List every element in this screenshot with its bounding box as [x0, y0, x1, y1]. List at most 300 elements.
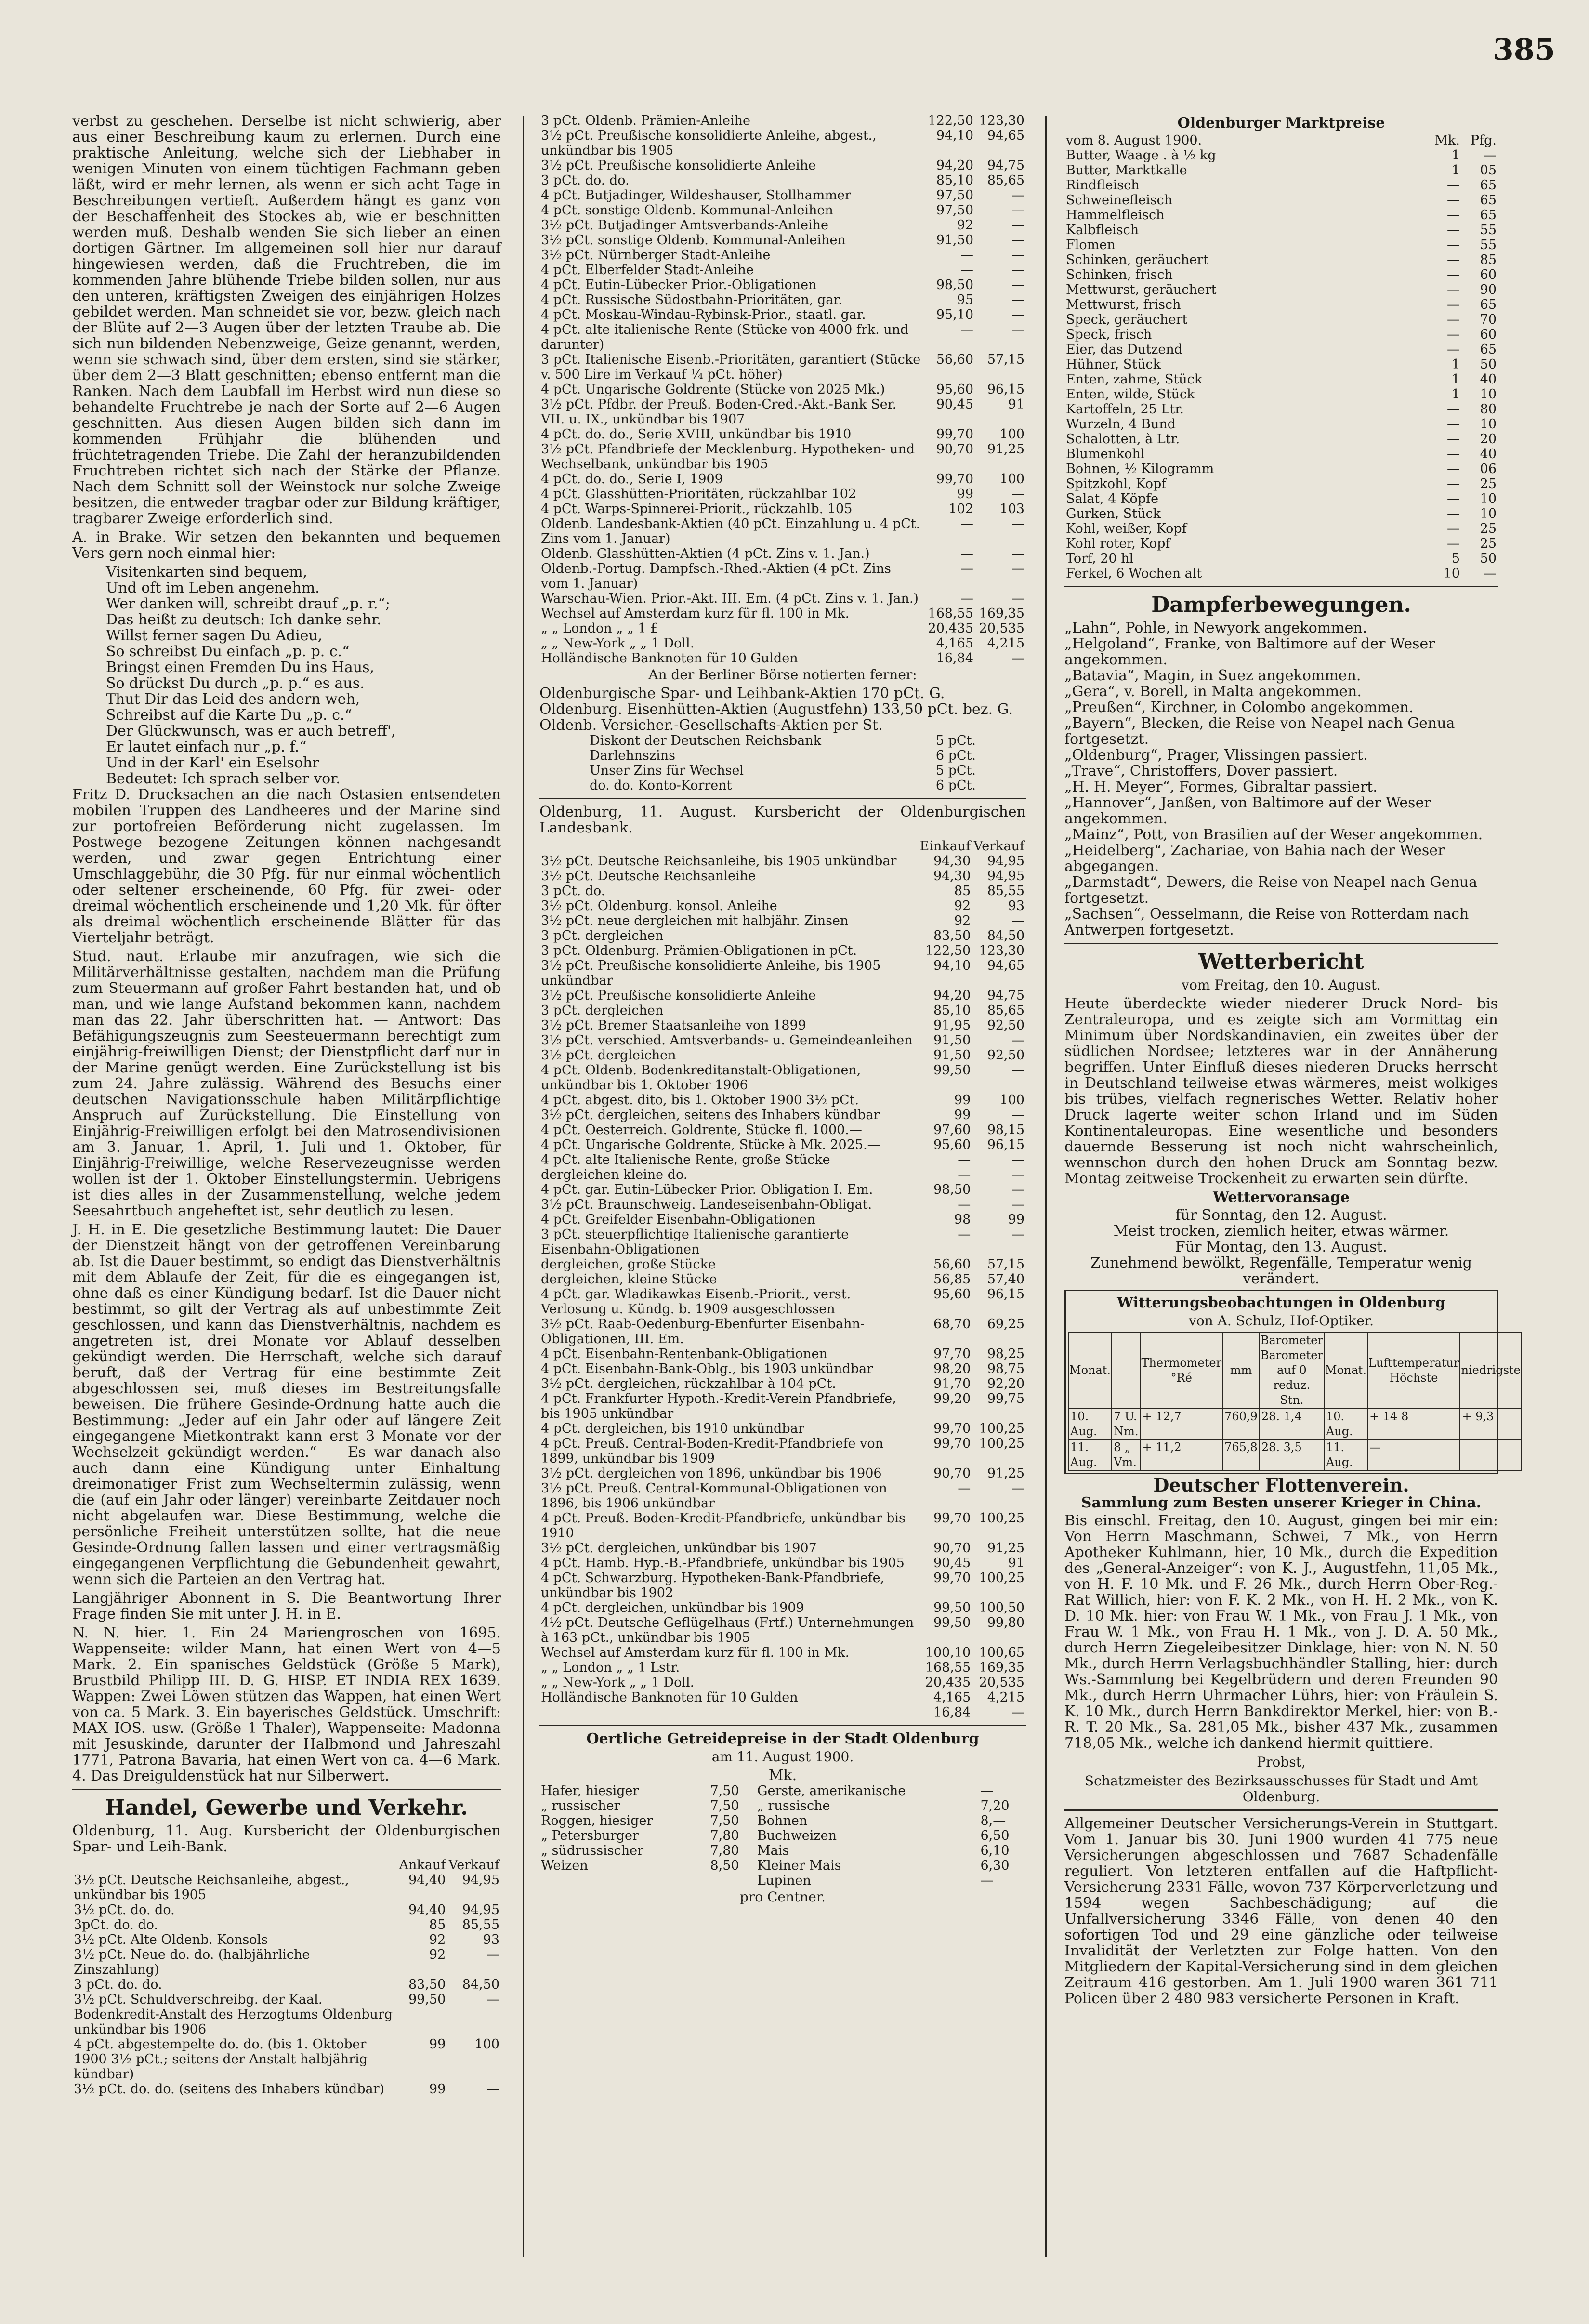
table-cell: 85 — [429, 1917, 446, 1932]
table-cell: — — [1011, 1108, 1024, 1122]
table-cell: 16,84 — [936, 651, 973, 666]
table-cell: Unser Zins für Wechsel — [590, 763, 744, 778]
table-row — [539, 203, 1026, 218]
table-cell: — — [1447, 267, 1460, 282]
forecast-line: Für Montag, den 13. August. — [1175, 1239, 1387, 1255]
table-cell: 169,35 — [979, 606, 1024, 621]
table-cell: 20,435 — [925, 1675, 971, 1690]
ship-line: „Batavia“, Magin, in Suez angekommen. — [1064, 667, 1361, 684]
table-cell: 05 — [1480, 163, 1497, 178]
table-cell: 65 — [1480, 208, 1497, 223]
table-cell: 3 pCt. do. do. — [541, 173, 630, 188]
table-cell — [539, 1705, 919, 1720]
table-cell: 5 pCt. — [935, 763, 976, 778]
rates-table — [539, 113, 1026, 666]
table-cell: do. do. Konto-Korrent — [590, 778, 732, 793]
table-cell: — — [1011, 263, 1024, 277]
column-header: Pfg. — [1470, 133, 1497, 148]
table-cell: — — [1484, 148, 1497, 163]
table-cell: 7,50 — [710, 1783, 739, 1798]
table-cell: — — [1011, 322, 1024, 337]
table-row — [539, 1227, 1026, 1257]
table-cell: 10 — [1480, 417, 1497, 432]
table-cell: 55 — [1480, 238, 1497, 252]
table-cell: 765,8 — [1222, 1439, 1260, 1470]
table-cell: — — [960, 546, 973, 561]
table-cell: — — [486, 1992, 499, 2007]
table-cell: 99 — [1008, 1212, 1024, 1227]
answer-paragraph: verbst zu geschehen. Derselbe ist nicht schwierig, aber aus einer Beschreibung kaum zu erlernen. Durch eine praktische Anleitung, welche sich der Liebhaber in wenigen Minuten von einem tüchtigen Fachmann geben läßt, wird er mehr lernen, als wenn er sich acht Tage in Beschreibungen vertieft. Außerdem hängt es ganz von der Beschaffenheit des Stockes ab, wie er beschnitten werden muß. Deshalb wenden Sie sich lieber an einen dortigen Gärtner. Im allgemeinen soll hier nur darauf hingewiesen werden, daß die Fruchtreben, die im kommenden Jahre blühende Triebe bilden sollen, nur aus den unteren, kräftigsten Zweigen des einjährigen Holzes gebildet werden. Man schneidet sie vor, bezw. gleich nach der Blüte auf 2—3 Augen über der letzten Traube ab. Die sich nun bildenden Nebenzweige, Geize genannt, werden, wenn sie schwach sind, über dem ersten, sind sie stärker, über dem 2—3 Blatt geschnitten; ebenso entfernt man die Ranken. Nach dem Laubfall im Herbst wird nun diese so behandelte Fruchtrebe je nach der Sorte auf 2—6 Augen geschnitten. Aus diesen Augen bilden sich dann im kommenden Frühjahr die blühenden und früchtetragenden Triebe. Die Zahl der heranzubildenden Fruchtreben richtet sich nach der Stärke der Pflanze. Nach dem Schnitt soll der Weinstock nur solche Zweige besitzen, die entweder tragbar oder zur Bildung kräftiger, tragbarer Zweige erforderlich sind. — [72, 113, 501, 527]
table-cell: 3½ pCt. Pfandbriefe der Mecklenburg. Hypotheken- und Wechselbank, unkündbar bis 1905 — [541, 442, 915, 472]
table-cell: — — [1447, 521, 1460, 536]
table-cell: 94,95 — [987, 869, 1024, 884]
table-cell: 85,55 — [987, 884, 1024, 898]
table-row — [539, 427, 1026, 442]
table-cell: dergleichen kleine do. — [541, 1167, 688, 1182]
table-row — [588, 748, 977, 763]
table-row — [539, 1122, 1026, 1137]
table-cell: 4 pCt. sonstige Oldenb. Kommunal-Anleihen — [541, 203, 833, 218]
table-cell: 3½ pCt. sonstige Oldenb. Kommunal-Anleihen — [541, 233, 846, 248]
ship-line: „Oldenburg“, Prager, Vlissingen passiert. — [1064, 747, 1368, 764]
table-cell: Mettwurst, geräuchert — [1066, 282, 1217, 297]
table-row — [539, 307, 1026, 322]
table-cell: 98 — [954, 1212, 971, 1227]
table-row — [539, 913, 1026, 928]
table-cell: 168,55 — [928, 606, 973, 621]
table-cell: 92,50 — [987, 1048, 1024, 1063]
table-row — [1064, 193, 1498, 208]
table-row — [1064, 327, 1498, 342]
table-cell: 3½ pCt. verschied. Amtsverbands- u. Gemeindeanleihen — [541, 1033, 913, 1048]
table-row — [1064, 402, 1498, 417]
list-line: Oldenb. Versicher.-Gesellschafts-Aktien per St. — — [539, 717, 902, 734]
table-row — [539, 442, 1026, 472]
table-cell: 94,95 — [462, 1873, 499, 1888]
table-cell: 3 pCt. do. — [541, 884, 605, 898]
table-cell: — — [1011, 1182, 1024, 1197]
table-cell: 100,10 — [925, 1645, 971, 1660]
table-cell: 4½ pCt. Deutsche Geflügelhaus (Frtf.) Unternehmungen à 163 pCt., unkündbar bis 1905 — [541, 1615, 914, 1645]
table-cell: 3½ pCt. Deutsche Reichsanleihe, bis 1905 unkündbar — [541, 854, 897, 869]
table-cell: 57,15 — [987, 352, 1024, 367]
table-cell: 92,20 — [987, 1376, 1024, 1391]
table-cell: 99 — [429, 2082, 446, 2097]
table-cell: — — [1011, 1063, 1024, 1078]
section-date: am 11. August 1900. — [711, 1749, 854, 1765]
table-cell: — — [1447, 297, 1460, 312]
table-cell: 10 — [1480, 491, 1497, 506]
table-row — [539, 1391, 1026, 1421]
table-row — [539, 1600, 1026, 1615]
table-cell: — — [960, 591, 973, 606]
table-row — [539, 958, 1026, 988]
table-cell: 3½ pCt. Braunschweig. Landeseisenbahn-Obligat. — [541, 1197, 872, 1212]
table-cell: 10 — [1443, 566, 1460, 581]
market-date: vom 8. August 1900. — [1066, 133, 1202, 148]
table-row — [1064, 357, 1498, 372]
table-cell: dergleichen, kleine Stücke — [541, 1272, 717, 1287]
table-cell: 99,50 — [408, 1992, 446, 2007]
table-cell: 4 pCt. do. do., Serie XVIII, unkündbar bis 1910 — [541, 427, 852, 442]
table-cell: 4 pCt. Russische Südostbahn-Prioritäten, gar. — [541, 292, 842, 307]
table-cell: 65 — [1480, 342, 1497, 357]
table-cell: — — [1367, 1439, 1460, 1470]
table-cell: Kohl, weißer, Kopf — [1066, 521, 1187, 536]
ship-line: „Mainz“, Pott, von Brasilien auf der Weser angekommen. — [1064, 826, 1483, 843]
table-row — [539, 928, 1026, 943]
table-cell: 4 pCt. Ungarische Goldrente, Stücke à Mk. 2025.— — [541, 1137, 880, 1152]
table-cell: 7,50 — [710, 1813, 739, 1828]
table-row — [72, 1902, 501, 1917]
table-cell: 20,435 — [928, 621, 973, 636]
table-cell: Holländische Banknoten für 10 Gulden — [541, 1690, 798, 1705]
table-row — [539, 1063, 1026, 1093]
table-cell: Oldenb.-Portug. Dampfsch.-Rhed.-Aktien (4 pCt. Zins vom 1. Januar) — [541, 561, 891, 591]
divider — [1064, 1809, 1498, 1811]
table-cell: 6 pCt. — [935, 748, 976, 763]
column-header: Barometer Barometer auf 0 reduz. Stn. — [1260, 1332, 1324, 1409]
column-header: Ankauf — [399, 1858, 446, 1873]
table-row — [539, 487, 1026, 502]
table-cell: 60 — [1480, 267, 1497, 282]
table-row — [539, 1660, 1026, 1675]
table-cell: Oldenb. Glasshütten-Aktien (4 pCt. Zins v. 1. Jan.) — [541, 546, 870, 561]
table-row — [539, 1466, 1026, 1481]
table-row — [72, 1947, 501, 1977]
table-cell: — — [1447, 178, 1460, 193]
table-cell: 94,40 — [408, 1902, 446, 1917]
table-cell: 91,50 — [933, 1033, 971, 1048]
table-cell: + 9,3 — [1460, 1409, 1521, 1439]
table-cell: — — [980, 1783, 994, 1798]
table-cell: 91,70 — [933, 1376, 971, 1391]
report-intro: Oldenburg, 11. August. Kursbericht der Oldenburgischen Landesbank. — [539, 804, 1026, 836]
table-cell: 99 — [957, 487, 973, 502]
table-row — [539, 651, 1026, 666]
table-cell: — — [1447, 417, 1460, 432]
table-cell: — — [1011, 292, 1024, 307]
table-cell: 94,95 — [462, 1902, 499, 1917]
table-cell: — — [1447, 282, 1460, 297]
section-heading: Oldenburger Marktpreise — [1177, 115, 1385, 132]
ship-line: „Trave“, Christoffers, Dover passiert. — [1064, 763, 1338, 779]
column-2 — [539, 113, 1026, 2261]
table-cell: 20,535 — [979, 621, 1024, 636]
table-cell: 91,25 — [987, 1541, 1024, 1556]
section-heading: Deutscher Flottenverein. — [1153, 1474, 1409, 1496]
table-cell: 20 — [1480, 432, 1497, 447]
table-cell: 100 — [999, 472, 1024, 487]
table-cell: 4,165 — [933, 1690, 971, 1705]
table-row — [72, 1917, 501, 1932]
table-cell: — — [1447, 491, 1460, 506]
table-cell: Enten, wilde, Stück — [1066, 387, 1195, 402]
ship-list — [1064, 620, 1498, 938]
table-cell: — — [1011, 248, 1024, 263]
table-cell: 4 pCt. Frankfurter Hypoth.-Kredit-Verein Pfandbriefe, bis 1905 unkündbar — [541, 1391, 896, 1421]
table-cell: 97,50 — [936, 203, 973, 218]
table-cell: „ südrussischer — [541, 1843, 643, 1858]
table-cell: 4 pCt. Schwarzburg. Hypotheken-Bank-Pfandbriefe, unkündbar bis 1902 — [541, 1571, 885, 1600]
table-cell: „ russischer — [541, 1798, 620, 1813]
berliner-list — [539, 686, 1026, 733]
table-row — [539, 1615, 1026, 1645]
table-cell: 3½ pCt. Deutsche Reichsanleihe — [541, 869, 756, 884]
table-cell: 50 — [1480, 357, 1497, 372]
table-cell: — — [1447, 432, 1460, 447]
table-row — [539, 1197, 1026, 1212]
table-cell: 70 — [1480, 312, 1497, 327]
table-cell: dergleichen, große Stücke — [541, 1257, 716, 1272]
table-cell: 4 pCt. abgestempelte do. do. (bis 1. Oktober 1900 3½ pCt.; seitens der Anstalt halbjährig kündbar) — [74, 2037, 368, 2082]
report-intro: Oldenburg, 11. Aug. Kursbericht der Oldenburgischen Spar- und Leih-Bank. — [72, 1822, 501, 1855]
ship-line: „Lahn“, Pohle, in Newyork angekommen. — [1064, 620, 1367, 636]
table-row — [539, 1705, 1026, 1720]
table-cell: 6 pCt. — [935, 778, 976, 793]
column-header: Thermometer °Ré — [1140, 1332, 1222, 1409]
table-cell: 8,— — [980, 1813, 1006, 1828]
table-row — [1064, 551, 1498, 566]
verse-line: Willst ferner sagen Du Adieu, — [106, 627, 323, 644]
verse-line: Thut Dir das Leid des andern weh, — [106, 691, 360, 708]
table-cell: 10 — [1480, 387, 1497, 402]
verse-line: So drückst Du durch „p. p.“ es aus. — [106, 675, 365, 692]
table-cell: 90 — [1480, 282, 1497, 297]
table-cell: 85 — [1480, 252, 1497, 267]
table-row — [72, 1977, 501, 1992]
table-cell: 65 — [1480, 297, 1497, 312]
table-cell: 28. 1,4 — [1260, 1409, 1324, 1439]
table-cell: 123,30 — [979, 943, 1024, 958]
ship-line: „Gera“, v. Borell, in Malta angekommen. — [1064, 683, 1362, 700]
weather-subtitle: vom Freitag, den 10. August. — [1182, 977, 1381, 993]
table-cell: 94,10 — [936, 128, 973, 143]
table-cell: + 12,7 — [1140, 1409, 1222, 1439]
table-cell: 3½ pCt. Butjadinger Amtsverbands-Anleihe — [541, 218, 828, 233]
table-cell: 3 pCt. Italienische Eisenb.-Prioritäten, garantiert (Stücke v. 500 Lire im Verkauf ¼ pCt. höher) — [541, 352, 921, 382]
section-heading: Handel, Gewerbe und Verkehr. — [105, 1796, 468, 1820]
column-1 — [72, 113, 501, 2261]
table-cell: 3½ pCt. Raab-Oedenburg-Ebenfurter Eisenbahn-Obligationen, III. Em. — [541, 1317, 865, 1347]
table-cell: 1 — [1451, 357, 1460, 372]
section-subheading: Sammlung zum Besten unserer Krieger in China. — [1081, 1494, 1482, 1511]
table-cell: 85,65 — [987, 1003, 1024, 1018]
table-cell: 4 pCt. do. do., Serie I, 1909 — [541, 472, 723, 487]
table-row — [1064, 372, 1498, 387]
table-cell: 6,50 — [980, 1828, 1010, 1843]
table-row — [1064, 223, 1498, 238]
table-cell: 55 — [1480, 223, 1497, 238]
table-row — [1064, 342, 1498, 357]
table-cell: — — [1011, 1705, 1024, 1720]
table-cell: — — [958, 1152, 971, 1167]
table-cell: Warschau-Wien. Prior.-Akt. III. Em. (4 pCt. Zins v. 1. Jan.) — [541, 591, 919, 606]
table-cell: 103 — [999, 502, 1024, 516]
table-cell: 83,50 — [933, 928, 971, 943]
table-cell: 94,75 — [987, 158, 1024, 173]
table-row — [539, 884, 1026, 898]
forecast-line: für Sonntag, den 12. August. — [1175, 1207, 1387, 1224]
table-row — [588, 763, 977, 778]
table-cell: Schinken, frisch — [1066, 267, 1173, 282]
table-cell: Butter, Waage . à ½ kg — [1066, 148, 1216, 163]
table-cell: 94,30 — [933, 854, 971, 869]
table-cell: 3½ pCt. Bremer Staatsanleihe von 1899 — [541, 1018, 806, 1033]
table-cell: 92 — [954, 913, 971, 928]
table-cell: 84,50 — [462, 1977, 499, 1992]
table-cell: 3 pCt. Oldenburg. Prämien-Obligationen in pCt. — [541, 943, 857, 958]
table-cell: — — [1011, 561, 1024, 576]
table-cell: „ „ New-York „ „ 1 Doll. — [541, 1675, 695, 1690]
table-cell: „ Petersburger — [541, 1828, 639, 1843]
table-cell — [1460, 1439, 1521, 1470]
table-cell: 85,10 — [936, 173, 973, 188]
table-row — [539, 397, 1026, 427]
table-cell: Kalbfleisch — [1066, 223, 1139, 238]
table-cell: 80 — [1480, 402, 1497, 417]
verse-line: Wer danken will, schreibt drauf „p. r.“; — [106, 595, 390, 612]
table-cell: 169,35 — [979, 1660, 1024, 1675]
table-cell: Hammelfleisch — [1066, 208, 1165, 223]
ship-line: „Helgoland“, Franke, von Baltimore auf der Weser angekommen. — [1064, 635, 1435, 668]
table-cell: 7,50 — [710, 1798, 739, 1813]
weather-text: Heute überdeckte wieder niederer Druck Nord- bis Zentraleuropa, und es zeigte sich am Vormittag ein Minimum über Nordskandinavien, ein zweites über der südlichen Nordsee; letzteres war in der Annäherung begriffen. Unter Einfluß dieses niederen Drucks herrscht in Deutschland teilweise etwas wärmeres, meist wolkiges bis trübes, vielfach regnerisches Wetter. Relativ hoher Druck lagerte weiter schon Irland und im Süden Kontinentaleuropas. Eine wesentliche und besonders dauernde Besserung ist noch nicht wahrscheinlich, wennschon durch den hohen Druck am Sonntag bezw. Montag zeitweise Trockenheit zu erwarten sein dürfte. — [1064, 995, 1498, 1187]
table-row — [539, 1873, 1026, 1888]
table-cell: — — [1011, 277, 1024, 292]
table-cell: 4 pCt. dergleichen, bis 1910 unkündbar — [541, 1421, 804, 1436]
table-row — [539, 988, 1026, 1003]
table-row — [539, 1541, 1026, 1556]
discount-table — [588, 733, 977, 793]
answer-paragraph: Langjähriger Abonnent in S. Die Beantwortung Ihrer Frage finden Sie mit unter J. H. in E. — [72, 1590, 501, 1623]
table-cell: — — [1011, 307, 1024, 322]
table-cell: 65 — [1480, 193, 1497, 208]
ship-line: „Sachsen“, Oesselmann, die Reise von Rotterdam nach Antwerpen fortgesetzt. — [1064, 906, 1469, 938]
list-line: Oldenburg. Eisenhütten-Aktien (Augustfehn) 133,50 pCt. bez. G. — [539, 701, 1013, 718]
table-cell: — — [1447, 208, 1460, 223]
table-row — [1064, 387, 1498, 402]
table-cell: 98,20 — [933, 1361, 971, 1376]
table-row — [539, 1287, 1026, 1317]
table-cell: — — [1447, 238, 1460, 252]
table-cell: 56,60 — [933, 1257, 971, 1272]
table-cell: 92 — [954, 898, 971, 913]
table-cell: 40 — [1480, 447, 1497, 462]
column-header: niedrigste — [1460, 1332, 1521, 1409]
table-cell: Schinken, geräuchert — [1066, 252, 1208, 267]
table-cell: — — [960, 516, 973, 531]
table-cell: 98,50 — [933, 1182, 971, 1197]
table-cell: 11. Aug. — [1068, 1439, 1112, 1470]
table-cell: — — [1447, 223, 1460, 238]
table-cell: 97,60 — [933, 1122, 971, 1137]
table-row — [539, 128, 1026, 158]
table-row — [539, 516, 1026, 546]
table-row — [539, 113, 1026, 128]
table-row — [539, 943, 1026, 958]
table-cell: 92,50 — [987, 1018, 1024, 1033]
table-cell: 3½ pCt. dergleichen von 1896, unkündbar bis 1906 — [541, 1466, 882, 1481]
table-cell: 4 pCt. gar. Eutin-Lübecker Prior. Obligation I. Em. — [541, 1182, 873, 1197]
table-cell: 90,70 — [933, 1466, 971, 1481]
table-cell: — — [960, 322, 973, 337]
table-row — [539, 1361, 1026, 1376]
table-cell: + 14 8 — [1367, 1409, 1460, 1439]
table-cell: 99,75 — [987, 1391, 1024, 1406]
table-row — [1064, 208, 1498, 223]
table-cell: — — [1011, 516, 1024, 531]
column-header: Monat. — [1068, 1332, 1112, 1409]
table-row — [1064, 476, 1498, 491]
verse-line: Schreibst auf die Karte Du „p. c.“ — [106, 707, 352, 724]
forecast-heading: Wettervoransage — [1213, 1189, 1350, 1206]
verse-line: Und oft im Leben angenehm. — [106, 580, 320, 596]
table-cell: — — [1011, 1481, 1024, 1496]
table-cell: 93 — [1008, 898, 1024, 913]
table-cell: — — [1011, 1227, 1024, 1242]
column-header: Monat. — [1324, 1332, 1367, 1409]
table-cell: 10. Aug. — [1068, 1409, 1112, 1439]
table-cell: 40 — [1480, 372, 1497, 387]
ship-line: „Preußen“, Kirchner, in Colombo angekommen. — [1064, 699, 1414, 716]
table-cell: 99,70 — [933, 1436, 971, 1451]
table-cell: 1 — [1451, 148, 1460, 163]
table-cell: 4 pCt. Butjadinger, Wildeshauser, Stollhammer — [541, 188, 851, 203]
answer-paragraph: Fritz D. Drucksachen an die nach Ostasien entsendeten mobilen Truppen des Landheeres und der Marine sind zur portofreien Beförderung nicht zugelassen. Im Postwege bezogene Zeitungen können nachgesandt werden, und zwar gegen Entrichtung einer Umschlaggebühr, die 30 Pfg. für nur einmal wöchentlich oder seltener erscheinende, 60 Pfg. für zwei- oder dreimal wöchentlich erscheinende und 1,20 Mk. für öfter als dreimal wöchentlich erscheinende Blätter für das Vierteljahr beträgt. — [72, 786, 501, 946]
table-cell: 91 — [1008, 397, 1024, 412]
table-row — [539, 1571, 1026, 1600]
table-row — [539, 1167, 1026, 1182]
table-cell: 69,25 — [987, 1317, 1024, 1332]
table-row — [539, 277, 1026, 292]
table-cell: 4 pCt. Warps-Spinnerei-Priorit., rückzahlb. 105 — [541, 502, 853, 516]
table-cell: 91,50 — [936, 233, 973, 248]
forecast-line: Zunehmend bewölkt, Regenfälle, Temperatur wenig verändert. — [1090, 1254, 1472, 1287]
table-cell: 28. 3,5 — [1260, 1439, 1324, 1470]
observations-subtitle: von A. Schulz, Hof-Optiker. — [1188, 1313, 1374, 1329]
table-row — [539, 1182, 1026, 1197]
table-cell: 97,50 — [936, 188, 973, 203]
table-cell: 7,20 — [980, 1798, 1010, 1813]
table-row — [72, 1932, 501, 1947]
table-cell: — — [1484, 566, 1497, 581]
table-cell: Buchweizen — [757, 1828, 837, 1843]
table-cell: 4 pCt. Hamb. Hyp.-B.-Pfandbriefe, unkündbar bis 1905 — [541, 1556, 905, 1571]
table-cell: — — [958, 1481, 971, 1496]
table-cell: 100 — [999, 1093, 1024, 1108]
table-row — [539, 188, 1026, 203]
table-cell: 99,70 — [936, 427, 973, 442]
table-row — [539, 1783, 1026, 1798]
verse-line: Visitenkarten sind bequem, — [106, 564, 308, 581]
table-cell: — — [958, 1227, 971, 1242]
table-cell: 4 pCt. Glasshütten-Prioritäten, rückzahlbar 102 — [541, 487, 857, 502]
table-row — [539, 1421, 1026, 1436]
table-cell: 11. Aug. — [1324, 1439, 1367, 1470]
table-cell: Wurzeln, 4 Bund — [1066, 417, 1176, 432]
table-row — [539, 1347, 1026, 1361]
table-cell: — — [1011, 651, 1024, 666]
table-cell: 92 — [429, 1932, 446, 1947]
table-row — [1064, 491, 1498, 506]
table-cell: — — [1011, 188, 1024, 203]
table-cell: Spitzkohl, Kopf — [1066, 476, 1167, 491]
table-row — [588, 778, 977, 793]
table-cell: 4 pCt. Oesterreich. Goldrente, Stücke fl. 1000.— — [541, 1122, 862, 1137]
table-row — [539, 1018, 1026, 1033]
table-cell: 99,20 — [933, 1391, 971, 1406]
